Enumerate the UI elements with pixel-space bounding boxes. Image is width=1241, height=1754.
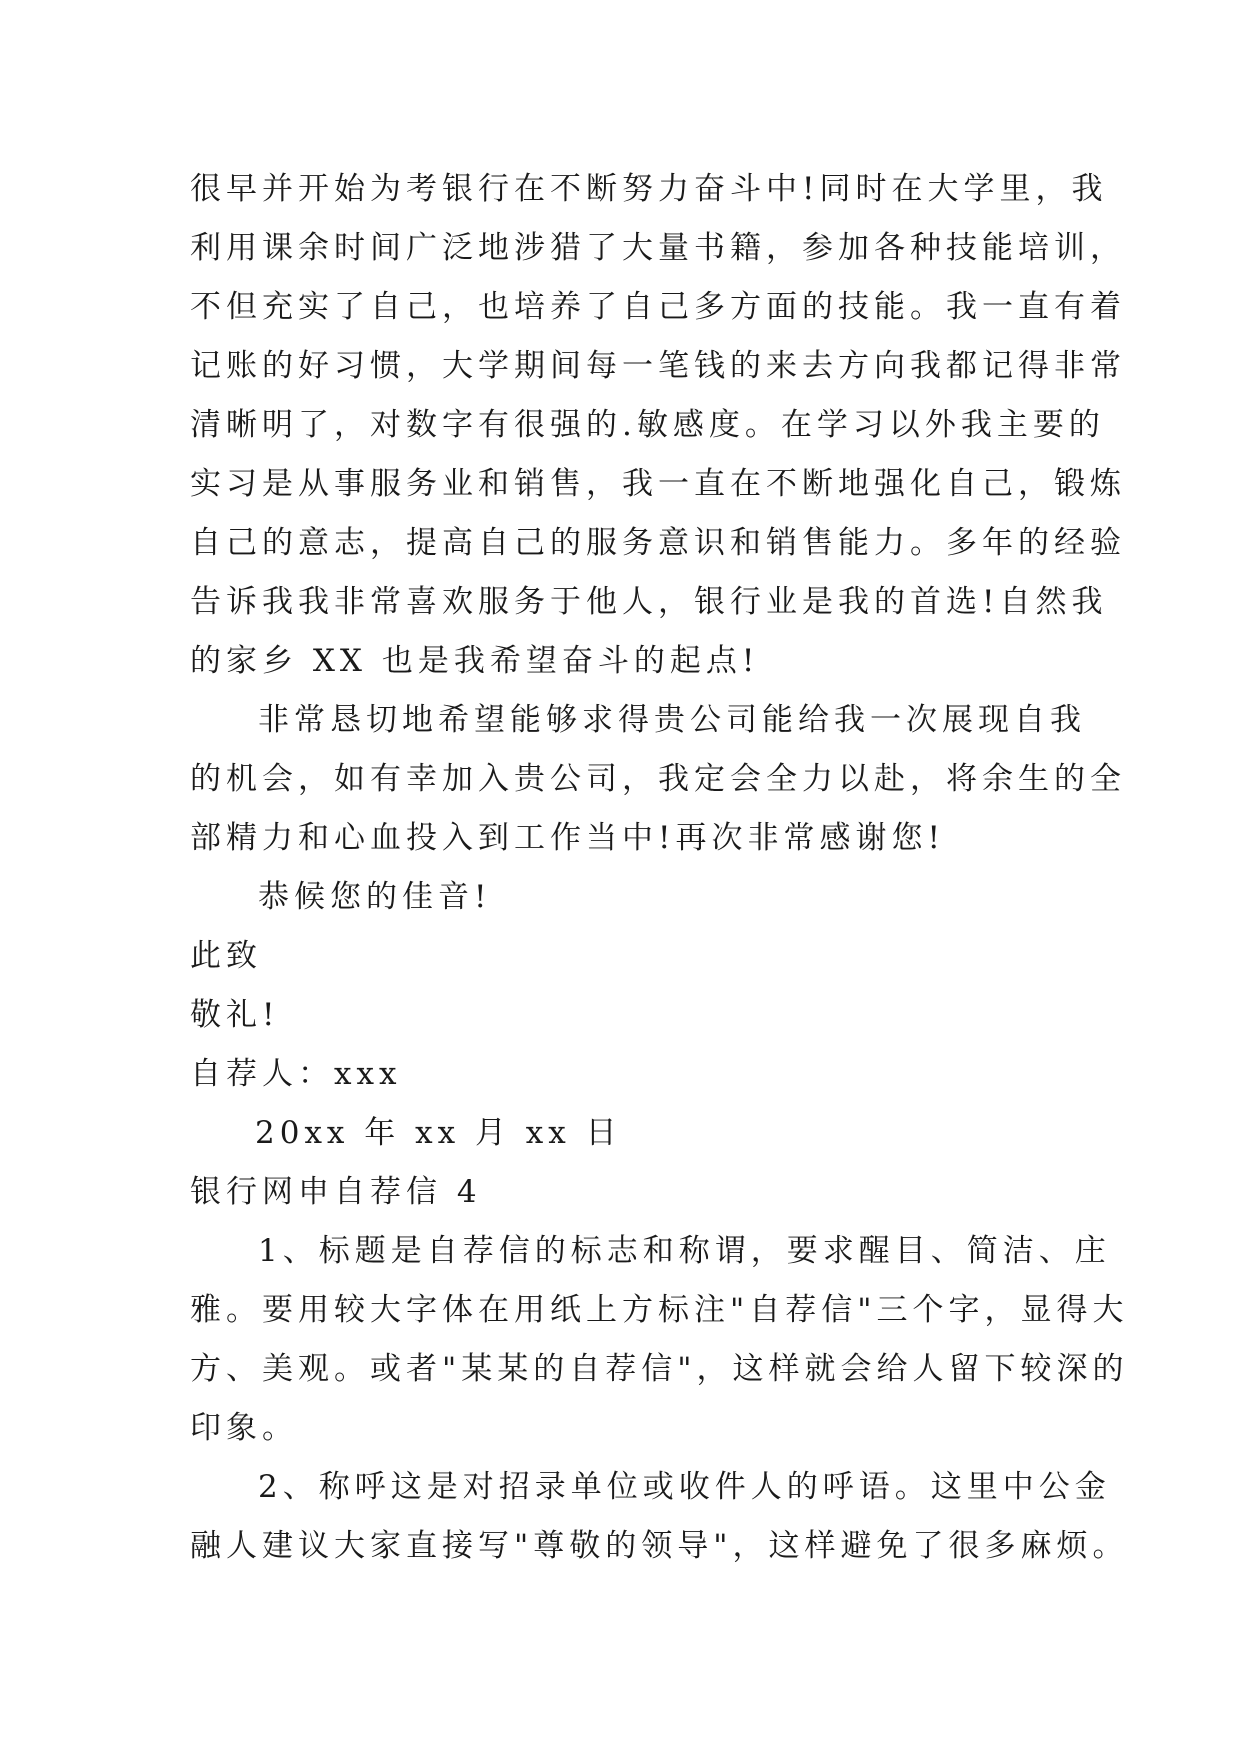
paragraph-start-line: 1、标题是自荐信的标志和称谓，要求醒目、简洁、庄 [258,1233,1111,1269]
body-line: 很早并开始为考银行在不断努力奋斗中!同时在大学里，我 [190,171,1108,207]
body-line: 清晰明了，对数字有很强的.敏感度。在学习以外我主要的 [190,407,1105,443]
body-line: 记账的好习惯，大学期间每一笔钱的来去方向我都记得非常 [190,348,1126,384]
paragraph-start-line: 非常恳切地希望能够求得贵公司能给我一次展现自我 [258,702,1086,738]
body-line: 的机会，如有幸加入贵公司，我定会全力以赴，将余生的全 [190,761,1126,797]
body-line: 告诉我我非常喜欢服务于他人，银行业是我的首选!自然我 [190,584,1108,620]
signature-line: 自荐人：xxx [190,1056,402,1092]
salutation-line: 此致 [190,938,262,974]
body-line: 融人建议大家直接写"尊敬的领导"，这样避免了很多麻烦。 [190,1528,1129,1564]
body-line: 雅。要用较大字体在用纸上方标注"自荐信"三个字，显得大 [190,1292,1129,1328]
document-body [190,160,1129,1576]
salutation-line: 敬礼! [190,997,280,1033]
body-line: 部精力和心血投入到工作当中!再次非常感谢您! [190,820,945,856]
body-line: 自己的意志，提高自己的服务意识和销售能力。多年的经验 [190,525,1126,561]
body-line: 方、美观。或者"某某的自荐信"，这样就会给人留下较深的 [190,1351,1129,1387]
body-line: 实习是从事服务业和销售，我一直在不断地强化自己，锻炼 [190,466,1126,502]
body-line: 的家乡 XX 也是我希望奋斗的起点! [190,643,760,679]
closing-remark: 恭候您的佳音! [258,879,492,915]
body-line: 印象。 [190,1410,298,1446]
section-heading: 银行网申自荐信 4 [190,1174,482,1210]
body-line: 不但充实了自己，也培养了自己多方面的技能。我一直有着 [190,289,1126,325]
date-line: 20xx 年 xx 月 xx 日 [255,1115,622,1151]
body-line: 利用课余时间广泛地涉猎了大量书籍，参加各种技能培训， [190,230,1126,266]
paragraph-start-line: 2、称呼这是对招录单位或收件人的呼语。这里中公金 [258,1469,1111,1505]
